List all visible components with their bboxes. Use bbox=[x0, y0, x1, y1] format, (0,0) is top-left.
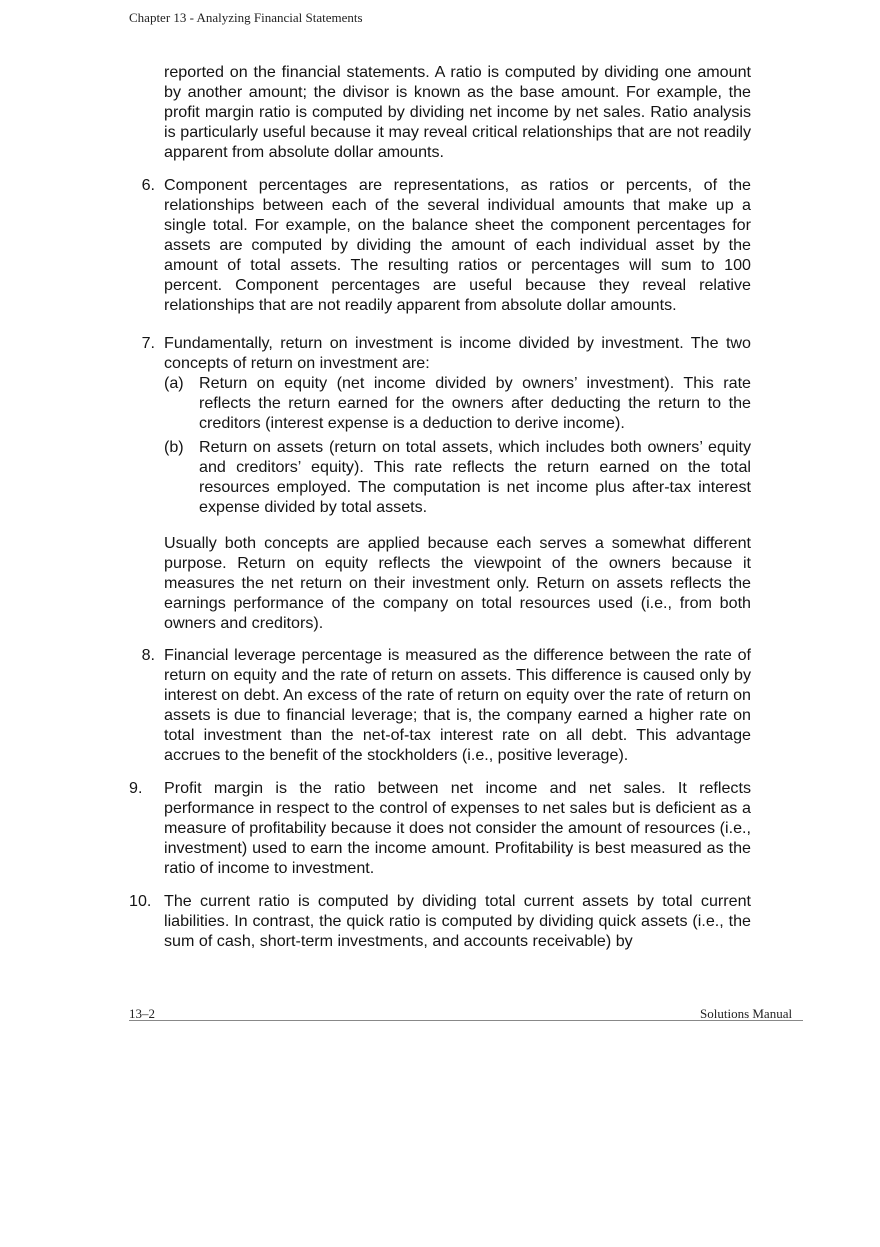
document-body bbox=[129, 62, 751, 951]
list-item-number: 6. bbox=[141, 176, 155, 194]
footer-page-number: 13–2 bbox=[129, 1006, 155, 1021]
sub-item-a bbox=[164, 373, 751, 433]
continuation-paragraph: reported on the financial statements. A ratio is computed by dividing one amount by another amount; the divisor is known as the base amount. For example, the profit margin ratio is computed by dividing net income by net sales. Ratio analysis is particularly useful because it may reveal critical relationships that are not readily apparent from absolute dollar amounts. bbox=[164, 63, 751, 161]
list-item-10 bbox=[129, 891, 751, 951]
list-item-text: Fundamentally, return on investment is income divided by investment. The two concepts of return on investment are: bbox=[164, 334, 751, 372]
sub-item-text: Return on equity (net income divided by owners’ investment). This rate reflects the return earned for the owners after deducting the return to the creditors (interest expense is a deduction to derive income). bbox=[199, 374, 751, 432]
footer-rule bbox=[129, 1020, 803, 1021]
sub-item-b bbox=[164, 437, 751, 517]
list-item-text: Component percentages are representations, as ratios or percents, of the relationships between each of the several individual amounts that make up a single total. For example, on the balance sheet the component percentages for assets are computed by dividing the amount of each individual asset by the amount of total assets. The resulting ratios or percentages will sum to 100 percent. Component percentages are useful because they reveal relative relationships that are not readily apparent from absolute dollar amounts. bbox=[164, 176, 751, 314]
list-item-number: 7. bbox=[141, 334, 155, 352]
sub-item-label: (b) bbox=[164, 438, 184, 456]
list-item-6 bbox=[129, 175, 751, 315]
continuation-paragraph-block bbox=[129, 62, 751, 162]
list-item-7 bbox=[129, 333, 751, 633]
list-item-followup-paragraph: Usually both concepts are applied because each serves a somewhat different purpose. Return on equity reflects the viewpoint of the owners because it measures the net return on their investment only. Return on assets reflects the earnings performance of the company on total resources used (i.e., from both owners and creditors). bbox=[164, 534, 751, 632]
list-item-9 bbox=[129, 778, 751, 878]
list-item-number: 8. bbox=[141, 646, 155, 664]
page-header-chapter-title: Chapter 13 - Analyzing Financial Statements bbox=[129, 10, 363, 25]
list-item-number: 10. bbox=[129, 892, 152, 910]
sub-item-label: (a) bbox=[164, 374, 184, 392]
list-item-text: The current ratio is computed by dividing total current assets by total current liabilities. In contrast, the quick ratio is computed by dividing quick assets (i.e., the sum of cash, short-term investments, and accounts receivable) by bbox=[164, 892, 751, 950]
sub-item-text: Return on assets (return on total assets, which includes both owners’ equity and creditors’ equity). This rate reflects the return earned on the total resources employed. The computation is net income plus after-tax interest expense divided by total assets. bbox=[199, 438, 751, 516]
footer-book-title: Solutions Manual bbox=[700, 1006, 793, 1021]
list-item-text: Financial leverage percentage is measured as the difference between the rate of return on equity and the rate of return on assets. This difference is caused only by interest on debt. An excess of the rate of return on equity over the rate of return on assets is due to financial leverage; that is, the company earned a higher rate on total investment than the net-of-tax interest rate on all debt. This advantage accrues to the benefit of the stockholders (i.e., positive leverage). bbox=[164, 646, 751, 764]
list-item-text: Profit margin is the ratio between net income and net sales. It reflects performance in respect to the control of expenses to net sales but is deficient as a measure of profitability because it does not consider the amount of resources (i.e., investment) used to earn the income amount. Profitability is best measured as the ratio of income to investment. bbox=[164, 779, 751, 877]
list-item-8 bbox=[129, 645, 751, 765]
list-item-number: 9. bbox=[129, 779, 143, 797]
